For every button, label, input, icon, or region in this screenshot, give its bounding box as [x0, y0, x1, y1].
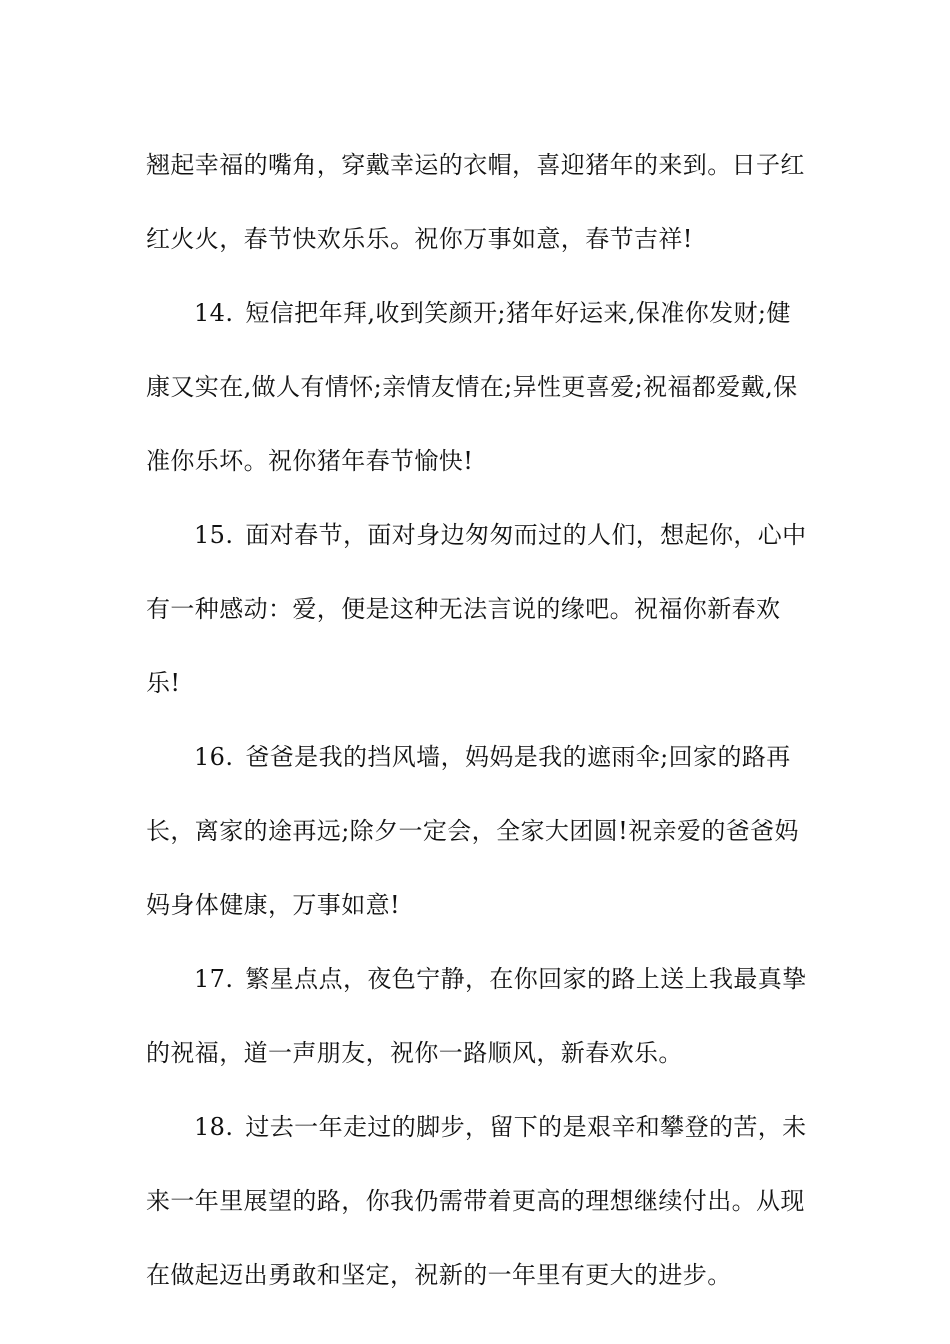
paragraph-item-14: [146, 276, 814, 498]
paragraph-number: 17.: [194, 965, 234, 993]
paragraph-item-17: [146, 942, 814, 1090]
paragraph-text: 爸爸是我的挡风墙，妈妈是我的遮雨伞;回家的路再长，离家的途再远;除夕一定会，全家大团圆!祝亲爱的爸爸妈妈身体健康，万事如意!: [146, 743, 799, 919]
paragraph-text: 短信把年拜,收到笑颜开;猪年好运来,保准你发财;健康又实在,做人有情怀;亲情友情在;异性更喜爱;祝福都爱戴,保准你乐坏。祝你猪年春节愉快!: [146, 299, 798, 475]
paragraph-number: 18.: [194, 1113, 234, 1141]
document-body: [146, 128, 814, 1312]
paragraph-number: 15.: [194, 521, 234, 549]
paragraph-number: 14.: [194, 299, 234, 327]
paragraph-number: 16.: [194, 743, 234, 771]
paragraph-text: 过去一年走过的脚步，留下的是艰辛和攀登的苦，未来一年里展望的路，你我仍需带着更高的理想继续付出。从现在做起迈出勇敢和坚定，祝新的一年里有更大的进步。: [146, 1113, 807, 1289]
paragraph-continuation: [146, 128, 814, 276]
paragraph-item-15: [146, 498, 814, 720]
paragraph-text: 繁星点点，夜色宁静，在你回家的路上送上我最真挚的祝福，道一声朋友，祝你一路顺风，新春欢乐。: [146, 965, 807, 1067]
paragraph-item-18: [146, 1090, 814, 1312]
paragraph-item-16: [146, 720, 814, 942]
paragraph-text: 面对春节，面对身边匆匆而过的人们，想起你，心中有一种感动：爱，便是这种无法言说的缘吧。祝福你新春欢乐!: [146, 521, 807, 697]
paragraph-text: 翘起幸福的嘴角，穿戴幸运的衣帽，喜迎猪年的来到。日子红红火火，春节快欢乐乐。祝你万事如意，春节吉祥!: [146, 151, 805, 253]
